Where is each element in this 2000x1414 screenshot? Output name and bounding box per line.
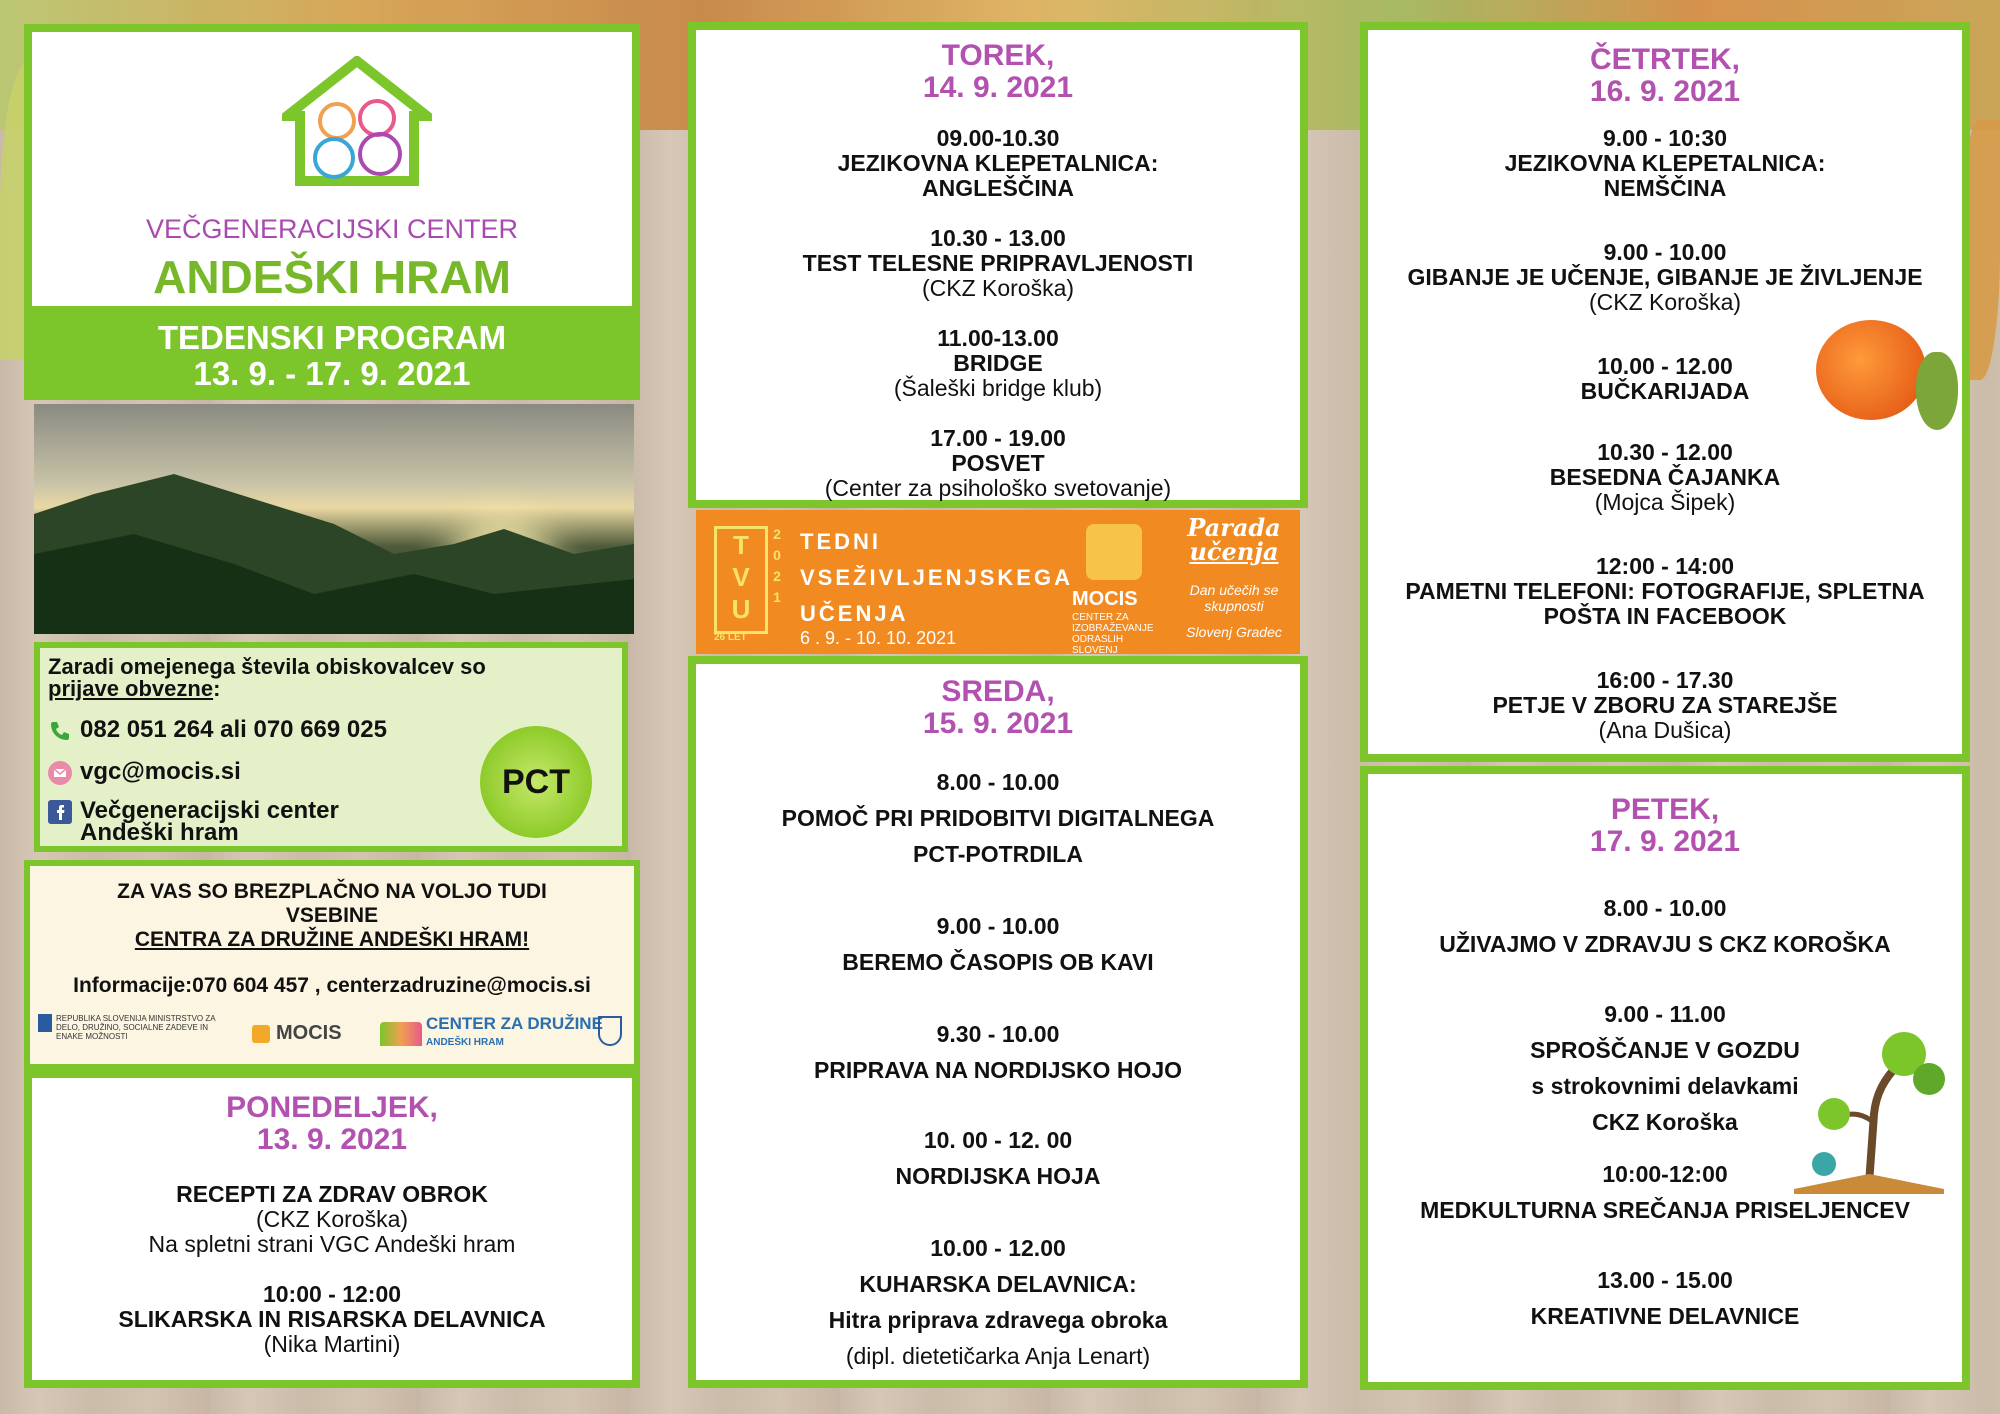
list-item: 10:00-12:00 MEDKULTURNA SREČANJA PRISELJENCEV (1420, 1161, 1910, 1223)
list-item: 10:00 - 12:00 SLIKARSKA IN RISARSKA DELAVNICA (Nika Martini) (118, 1281, 546, 1357)
family-center-line3: CENTRA ZA DRUŽINE ANDEŠKI HRAM! (134, 928, 530, 951)
list-item: 10. 00 - 12. 00 NORDIJSKA HOJA (895, 1127, 1101, 1189)
list-item: RECEPTI ZA ZDRAV OBROK (CKZ Koroška) Na spletni strani VGC Andeški hram (148, 1181, 516, 1257)
program-header (24, 314, 640, 400)
list-item: 9.00 - 10.00 GIBANJE JE UČENJE, GIBANJE JE ŽIVLJENJE (CKZ Koroška) (1407, 239, 1923, 315)
phone-line[interactable]: 082 051 264 ali 070 669 025 (48, 716, 387, 744)
list-item: 9.30 - 10.00 PRIPRAVA NA NORDIJSKO HOJO (813, 1021, 1183, 1083)
list-item: 09.00-10.30 JEZIKOVNA KLEPETALNICA: ANGLEŠČINA (837, 125, 1159, 201)
family-houses-icon (380, 1022, 422, 1046)
mountain-sunset-photo (34, 404, 634, 634)
list-item: 13.00 - 15.00 KREATIVNE DELAVNICE (1530, 1267, 1800, 1329)
center-za-druzine-logo: CENTER ZA DRUŽINE ANDEŠKI HRAM (380, 1016, 603, 1051)
facebook-icon (48, 800, 72, 824)
family-center-panel (24, 860, 640, 1070)
slovenia-coat-icon (38, 1014, 52, 1032)
banner-title: TEDNI VSEŽIVLJENJSKEGA UČENJA (800, 529, 1073, 626)
mocis-label: MOCIS (1072, 588, 1138, 610)
house-logo-icon (282, 56, 432, 186)
pct-virus-badge: PCT (480, 726, 592, 838)
brand-line-2: ANDEŠKI HRAM (153, 251, 511, 303)
day-heading: TOREK, 14. 9. 2021 (922, 39, 1074, 104)
day-heading: PONEDELJEK, 13. 9. 2021 (226, 1091, 438, 1156)
mocis-logo: MOCIS (252, 1022, 342, 1045)
email-line[interactable]: vgc@mocis.si (48, 758, 241, 786)
list-item: 10.30 - 12.00 BESEDNA ČAJANKA (Mojca Šipek) (1549, 439, 1781, 515)
brand-line-1: VEČGENERACIJSKI CENTER (145, 214, 519, 244)
city-coat-icon (598, 1016, 622, 1046)
wednesday-panel (688, 656, 1308, 1388)
logo-panel (24, 24, 640, 314)
list-item: 8.00 - 10.00 POMOČ PRI PRIDOBITVI DIGITALNEGA PCT-POTRDILA (781, 769, 1215, 867)
parada-ucenja-logo: Parada učenja (1187, 513, 1281, 566)
list-item: 11.00-13.00 BRIDGE (Šaleški bridge klub) (893, 325, 1103, 401)
mocis-cube-icon (1086, 524, 1142, 580)
monday-panel (24, 1070, 640, 1388)
ministry-logo: REPUBLIKA SLOVENIJA MINISTRSTVO ZA DELO, DRUŽINO, SOCIALNE ZADEVE IN ENAKE MOŽNOSTI (38, 1014, 238, 1041)
list-item: 9.00 - 11.00 SPROŠČANJE V GOZDU s strokovnimi delavkami CKZ Koroška (1530, 1001, 1800, 1135)
mocis-subtitle: CENTER ZA IZOBRAŽEVANJE ODRASLIH SLOVENJ (1072, 612, 1154, 656)
day-heading: PETEK, 17. 9. 2021 (1589, 793, 1741, 858)
banner-dates: 6 . 9. - 10. 10. 2021 (800, 628, 957, 648)
registration-notice: Zaradi omejenega števila obiskovalcev so prijave obvezne: (48, 654, 486, 701)
list-item: 9.00 - 10:30 JEZIKOVNA KLEPETALNICA: NEMŠČINA (1504, 125, 1826, 201)
list-item: 17.00 - 19.00 POSVET (Center za psihološko svetovanje) (824, 425, 1172, 501)
pumpkin-icon (1816, 320, 1926, 420)
day-heading: SREDA, 15. 9. 2021 (922, 675, 1074, 740)
program-title: TEDENSKI PROGRAM (157, 319, 507, 356)
mail-icon (48, 761, 72, 785)
tvu-logo: T V U (714, 526, 768, 634)
program-dates: 13. 9. - 17. 9. 2021 (193, 355, 471, 392)
day-heading: ČETRTEK, 16. 9. 2021 (1589, 43, 1741, 108)
year-digits: 2 0 2 1 (773, 526, 781, 605)
tvu-banner (696, 510, 1300, 654)
facebook-line[interactable]: Večgeneracijski center Andeški hram (48, 800, 339, 844)
thursday-panel (1360, 22, 1970, 762)
list-item: 10.00 - 12.00 BUČKARIJADA (1580, 353, 1750, 404)
parada-subtitle: Dan učečih se skupnosti (1189, 582, 1279, 614)
mountain-silhouette (34, 404, 634, 634)
list-item: 16:00 - 17.30 PETJE V ZBORU ZA STAREJŠE (Ana Dušica) (1492, 667, 1838, 743)
mocis-cube-icon (252, 1025, 270, 1043)
list-item: 12:00 - 14:00 PAMETNI TELEFONI: FOTOGRAFIJE, SPLETNA POŠTA IN FACEBOOK (1405, 553, 1925, 629)
squash-icon (1916, 352, 1958, 430)
family-center-line1: ZA VAS SO BREZPLAČNO NA VOLJO TUDI (117, 880, 547, 903)
family-center-info: Informacije:070 604 457 , centerzadruzine@mocis.si (73, 974, 591, 997)
parada-place: Slovenj Gradec (1186, 624, 1282, 640)
list-item: 9.00 - 10.00 BEREMO ČASOPIS OB KAVI (842, 913, 1154, 975)
phone-icon (48, 719, 72, 743)
tuesday-panel (688, 22, 1308, 508)
list-item: 8.00 - 10.00 UŽIVAJMO V ZDRAVJU S CKZ KOROŠKA (1439, 895, 1891, 957)
contact-panel (34, 642, 628, 852)
friday-panel (1360, 766, 1970, 1390)
family-center-line2: VSEBINE (285, 904, 379, 927)
list-item: 10.30 - 13.00 TEST TELESNE PRIPRAVLJENOSTI (CKZ Koroška) (802, 225, 1194, 301)
list-item: 10.00 - 12.00 KUHARSKA DELAVNICA: Hitra priprava zdravega obroka (dipl. dietetičarka Anja Lenart) (828, 1235, 1168, 1369)
tvu-years: 26 LET (714, 632, 747, 643)
registration-required: prijave obvezne (48, 676, 214, 701)
